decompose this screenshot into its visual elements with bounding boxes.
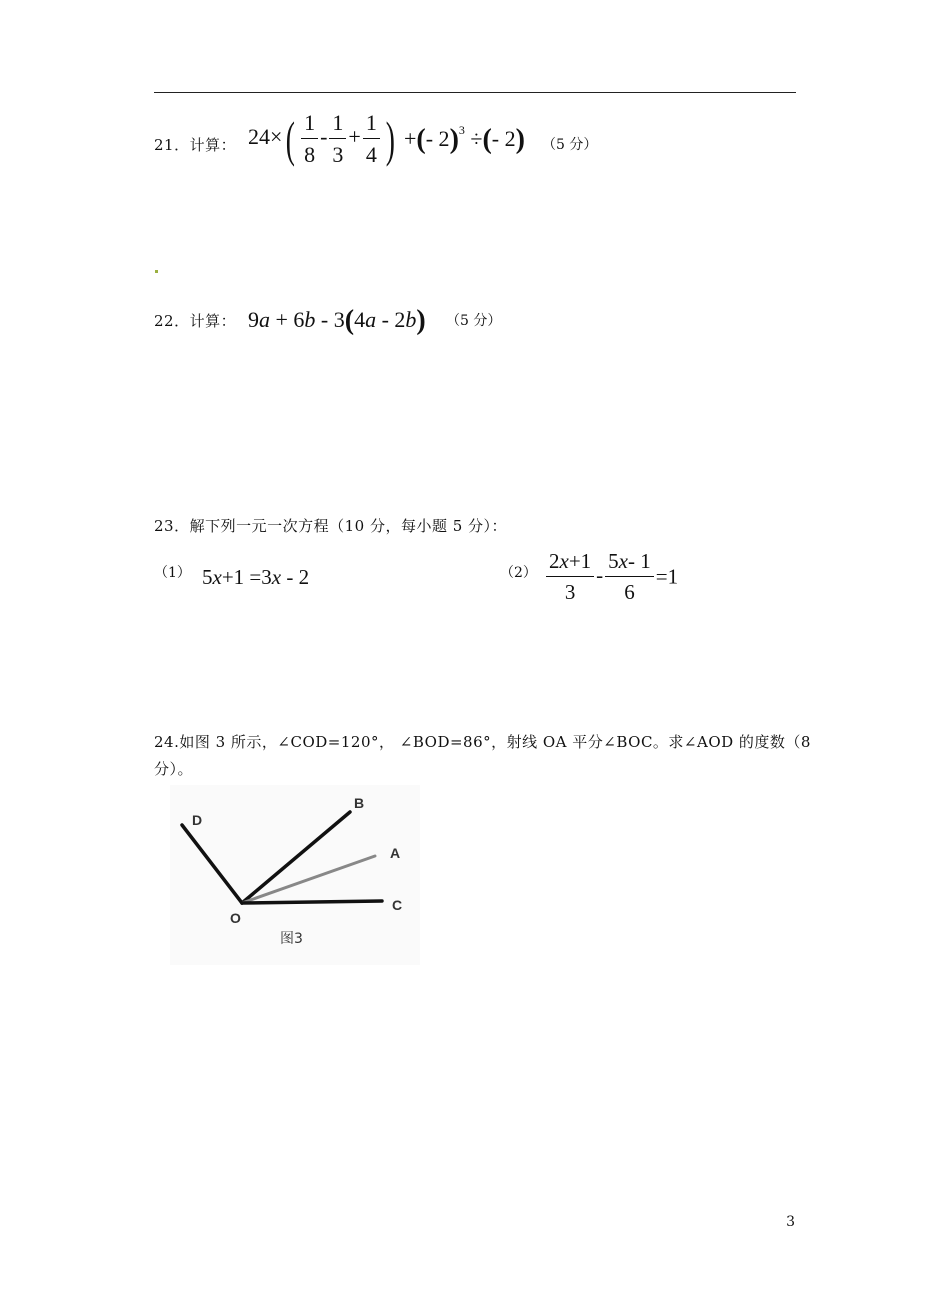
- q21-expression: 24×( $\frac{1}{8}$ - $\frac{1}{3}$ + $\frac{1}{4}$ ) +(- 2)$^3$ ÷(- 2): [248, 110, 525, 167]
- q23-part1-label: （1）: [154, 565, 191, 581]
- q24-text-line2: 分）。: [154, 760, 194, 778]
- label-c: C: [392, 897, 403, 913]
- q21-label: 21．计算：: [154, 136, 237, 154]
- q22-score: （5 分）: [446, 313, 502, 329]
- label-b: B: [354, 795, 365, 811]
- q23-part2-label: （2）: [500, 565, 537, 581]
- angle-figure: [170, 785, 420, 965]
- q22-expression: 9a + 6b - 3(4a - 2b): [248, 305, 426, 336]
- q22-label: 22．计算：: [154, 312, 237, 330]
- ray-oc: [242, 901, 382, 903]
- q21-score: （5 分）: [542, 137, 598, 153]
- q23-label: 23．解下列一元一次方程（10 分，每小题 5 分）：: [154, 517, 508, 535]
- label-d: D: [192, 812, 203, 828]
- q23-part2-equation: $\frac{2x+1}{3}$ - $\frac{5x- 1}{6}$ =1: [544, 549, 678, 605]
- q23-part1-equation: 5x+1 =3x - 2: [202, 565, 310, 589]
- figure-caption: 图3: [280, 931, 303, 947]
- page-number: 3: [786, 1214, 795, 1230]
- q24-text-line1: 24.如图 3 所示，∠COD=120°， ∠BOD=86°，射线 OA 平分∠BOC。求∠AOD 的度数（8: [154, 733, 811, 751]
- header-rule: [154, 92, 796, 93]
- stray-mark: [155, 270, 158, 273]
- label-a: A: [390, 845, 401, 861]
- label-o: O: [230, 910, 241, 926]
